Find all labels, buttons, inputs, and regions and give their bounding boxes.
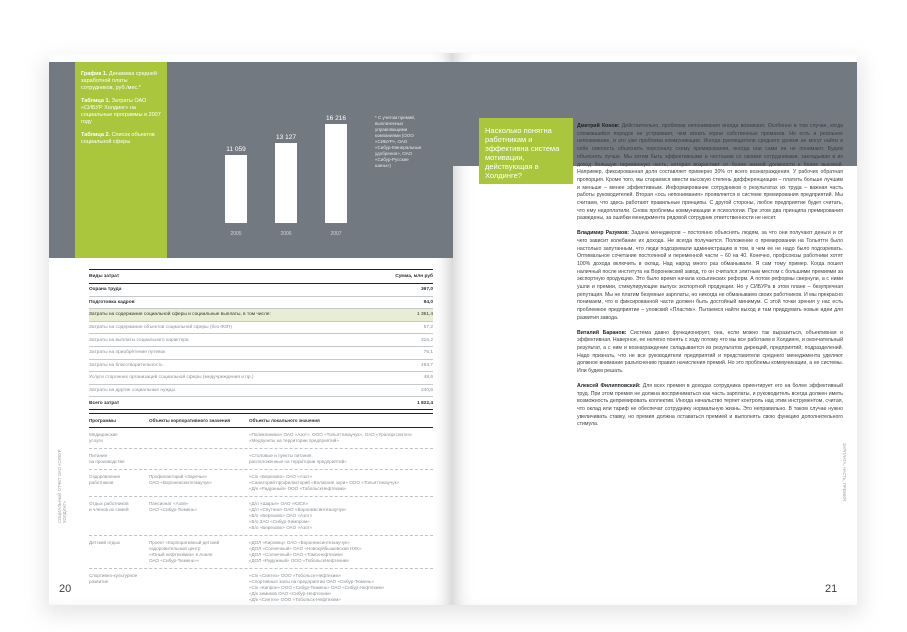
x-tick-label: 2006 xyxy=(280,231,292,237)
local-cell: «Столовые и пункты питания, расположенные на территории предприятий» xyxy=(249,453,347,464)
chart-footnote: * С учетом премий, выплаченных управляющими компаниями (ООО «СИБУР», ОАО «Сибур-Минеральные удобрения», ОАО «Сибур-Русские шины») xyxy=(375,115,422,168)
table-row xyxy=(89,322,433,335)
amount-cell: 1 822,4 xyxy=(416,400,433,406)
speaker-name: Алексей Филипповский: xyxy=(577,382,641,389)
local-cell: «ДОЛ «Кировец» ОАО «Воронежсинтезкаучук» «ДОЛ «Солнечный» ОАО «Новокуйбышевская НХК» «ДОЛ «Солнечный» ОАО «Томскнефтехим» «ДОЛ «Радужный» ООО «ТобольскНефтехим» xyxy=(249,540,362,563)
table-row xyxy=(89,497,433,536)
answer-text: Для всех премия в доходах сотрудника ориентирует его на более эффективный труд. При этом премия не должна восприниматься как часть зарплаты, и руководитель всегда должен иметь возможность депремировать коллектив. Иногда начальство теряет контроль над этим инструментом, считая, что оклад или тариф не обеспечат сотруднику нормальную жизнь. Это неправильно. В таком случае нужно увеличивать ставку, но премия должна оставаться премией и выполнять свою функцию дополнительного стимула. xyxy=(577,382,844,428)
program-cell: Медицинские услуги xyxy=(89,432,118,443)
answer-text: Задача менеджеров – постоянно объяснять людям, за что они получают деньги и от чего зависит колебание их дохода. Не всегда получается. Положение о премировании на Тольятти было настолько запутанным, что люди подозревали администрацию в том, в чем ее не надо было подозревать. Оптимальное сочетание постоянной и переменной части – 60 на 40. Конечно, профсоюзы работники хотят 100% дохода включить в оклад. Над народ много раз обманывали. Я сам тому пример. Когда пошел наличный после института на Воронежский завод, то он считался элитным местом с большими премиями за экспортную продукцию. Это было время начала косыгинских реформ. А потом реформы свернули, а с ними ушли и премии, стимулирующие выпуск экспортной продукции. Но у СИБУРа в этом плане – безупречная репутация. Мы не платим безумные зарплаты, но никогда не обманываем своих работников. И мы прекрасно понимаем, что в фиксированной части должен быть достойный минимум. С этой точки зрения у нас есть проблемное предприятие – уловский «Пластик». Пытаемся найти выход и там приддумать новые идеи для развития завода. xyxy=(577,230,843,321)
amount-cell: 367,0 xyxy=(420,287,433,293)
program-cell: Детский отдых xyxy=(89,540,120,545)
table-row xyxy=(89,428,433,449)
answer-paragraph xyxy=(577,230,843,322)
question-box xyxy=(479,118,573,184)
program-cell: Спортивно-культурное развитие xyxy=(89,573,138,584)
interview-text xyxy=(577,123,843,436)
page-number: 21 xyxy=(825,583,838,595)
page-number: 20 xyxy=(59,583,72,595)
corporate-cell: Пансионат «Азов» ОАО «Сибур-Тюмень» xyxy=(149,501,197,512)
amount-cell: 316,2 xyxy=(420,337,433,343)
local-cell: «Поликлиника» ОАО «Азот», ООО «Тольяттикаучук», ОАО «Уралоргсинтез» «Медпункты на территории предприятий» xyxy=(249,432,413,443)
corporate-cell: Проект «Корпоративный детский оздоровительный центр «Юный нефтехимик» в Анапе ОАО «Сибур-Тюмень»» xyxy=(149,540,220,563)
table-row xyxy=(89,470,433,497)
answer-text: Действительно, проблема непонимания иногда возникает. Особенно в том случае, когда сложившийся порядок не устраивает, чем искать корни собственных промахов. Но есть и реальное непонимание, и это уже проблема коммуникации. Иногда руководители среднего уровня не могут найти в себе смелость объяснить персоналу схему премирования, иногда они сами ее не понимают. Будем объяснять лучше. Мы хотим быть эффективными и честными со своими сотрудниками, закладывая в их доход большую переменную часть, которая возрастает от более низкой должности к более высокой. Например, фиксированная доля составляет примерно 30% от всего вознаграждения. У рабочих обратная пропорция. Кроме того, мы стараемся ввести высокую степень дифференциации – платить больше лучшим и меньше – менее эффективным. Информирование сотрудников о результатах их труда – важная часть работы руководителей. Вторая «ось непонимания» проявляется в системе премирования предприятий. Мы считаем, что здесь работают правильные принципы. С другой стороны, любое предприятие будет считать, что ему недоплатили. Снова проблемы коммуникации и психологии. При этом два принципа премирования разведены, за ошибки менеджмента рядовой сотрудник ответственности не несет. xyxy=(577,123,843,222)
table-row xyxy=(89,334,433,347)
local-cell: «С/к «Синтез» ООО «Тобольск-Нефтехим» «Спортивные залы на предприятии ОАО «Сибур-Тюмень» «С/к «Капрон» ООО «Сибур-Тюмень» ОАО «Сибур-Нефтехим» «Д/к химиков ОАО «Сибур-Нефтехим» «Д/к «Синтез» ООО «Тобольск-Нефтехим» xyxy=(249,573,385,602)
table1-caption: Таблица 1. Затраты ОАО «СИБУР Холдинг» на социальные программы в 2007 году xyxy=(81,98,161,125)
local-cell: «Д/л «Шарья» ОАО «КЗСК» «Д/л «Спутник» ОАО «Воронежсинтезкаучук» «Б/о «Березово» ОАО «Азот» «Б/о ЗАО «Сибур-Химпром» «Б/о «Березово» ОАО «Азот» xyxy=(249,501,347,530)
program-cell: Оздоровление работников xyxy=(89,474,121,485)
amount-cell: 57,2 xyxy=(423,325,433,331)
cost-type-cell: Охрана труда xyxy=(89,287,122,293)
program-cell: Отдых работников и членов их семей xyxy=(89,501,129,512)
table-header: Программы Объекты корпоративного значения Объекты локального значения xyxy=(89,413,433,428)
table-row xyxy=(89,309,433,322)
amount-cell: 75,1 xyxy=(423,350,433,356)
speaker-name: Владимир Разумов: xyxy=(577,230,630,237)
x-tick-label: 2005 xyxy=(230,231,242,237)
cost-type-cell: Затраты на содержание социальной сферы и социальные выплаты, в том числе: xyxy=(89,312,271,318)
running-title: ЗАРПЛАТА. ЧАСТЬ, ПРЕМИЯ xyxy=(842,443,847,502)
chart-bar xyxy=(275,143,297,223)
corporate-cell: Профилакторий «Заречье» ОАО «Воронежсинтезкаучук» xyxy=(149,474,212,485)
amount-cell: 493,7 xyxy=(420,362,433,368)
corporate-cell xyxy=(149,432,249,444)
table-row xyxy=(89,360,433,373)
question-text: Насколько понятна работникам и эффективна система мотивации, действующая в Холдинге? xyxy=(485,126,560,180)
social-objects-table xyxy=(89,413,433,605)
answer-paragraph xyxy=(577,123,843,223)
table-row xyxy=(89,347,433,360)
table2-caption: Таблица 2. Список объектов социальной сферы xyxy=(81,132,155,145)
social-costs-table xyxy=(89,269,433,410)
x-tick-label: 2007 xyxy=(330,231,342,237)
table-row xyxy=(89,385,433,398)
cost-type-cell: Услуги сторонних организаций социальной сферы (медучреждения и пр.) xyxy=(89,375,254,381)
program-cell: Питание на производстве xyxy=(89,453,125,464)
table-row xyxy=(89,569,433,605)
table-row xyxy=(89,397,433,410)
table-row xyxy=(89,536,433,569)
answer-paragraph xyxy=(577,330,843,376)
cost-type-cell: Затраты на приобретение путевок xyxy=(89,350,166,356)
amount-cell: 1 361,4 xyxy=(416,312,433,318)
bar-value-label: 16 216 xyxy=(326,114,346,122)
amount-cell: 240,6 xyxy=(420,388,433,394)
corporate-cell xyxy=(149,453,249,465)
table-header: Виды затрат Сумма, млн руб xyxy=(89,269,433,284)
speaker-name: Дмитрий Конов: xyxy=(577,123,620,129)
bar-value-label: 11 059 xyxy=(226,146,246,154)
cost-type-cell: Затраты на содержание объектов социальной сферы (без ФЗП) xyxy=(89,325,232,331)
cost-type-cell: Всего затрат xyxy=(89,400,120,406)
right-page xyxy=(453,53,857,605)
cost-type-cell: Затраты на другие социальные нужды xyxy=(89,388,175,394)
answer-text: Система давно функционирует, она, если можно так выразиться, объективная и эффективная. Наверное, ее нелегко понять с ходу потому что мы все работаем в Холдинге, и окончательный результат, а с ним и вознаграждение складывается из результатов дирекций, предприятий, подразделений. Надо признать, что не все руководители предприятий и представители среднего менеджмента уделяют должное внимание разъяснению правил начисления премий. Но это проблемы коммуникации, а не системы. Или будем решать. xyxy=(577,329,843,375)
corporate-cell xyxy=(149,573,249,603)
table-row xyxy=(89,372,433,385)
cost-type-cell: Подготовка кадров xyxy=(89,299,135,305)
local-cell: «С/к «Березово» ОАО «Азот» «Санаторий-профилакторий «Волжские зори» ООО «Тольяттикаучук» «Д/к «Радужный» ООО «ТобольскНефтехим» xyxy=(249,474,400,491)
cost-type-cell: Затраты на благотворительность xyxy=(89,362,163,368)
speaker-name: Виталий Баранов: xyxy=(577,329,627,336)
amount-cell: 48,6 xyxy=(423,375,433,381)
table-row xyxy=(89,449,433,470)
answer-paragraph xyxy=(577,383,843,429)
table-row xyxy=(89,297,433,310)
table-row xyxy=(89,284,433,297)
bar-value-label: 13 127 xyxy=(276,133,296,141)
amount-cell: 94,0 xyxy=(423,299,433,305)
cost-type-cell: Затраты на выплаты социального характера xyxy=(89,337,189,343)
chart-bar xyxy=(325,124,347,223)
left-page xyxy=(49,53,453,605)
chart-bar xyxy=(225,155,247,223)
caption-box xyxy=(75,62,167,258)
chart-caption: График 1. Динамика средней заработной платы сотрудников, руб./мес.* xyxy=(81,71,157,91)
running-title: СОЦИАЛЬНЫЙ ОТЧЕТ ОАО «СИБУР ХОЛДИНГ» xyxy=(57,449,67,523)
salary-bar-chart xyxy=(219,67,369,259)
